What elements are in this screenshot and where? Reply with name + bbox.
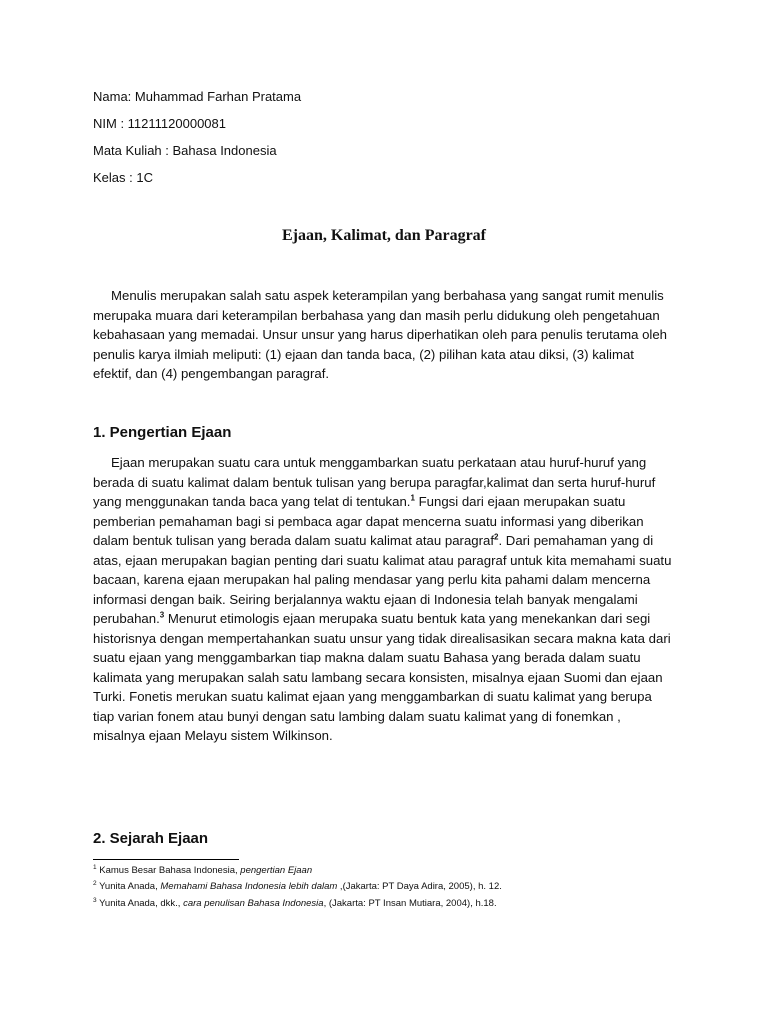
footnote-2-number: 2 bbox=[93, 879, 97, 887]
class-line: Kelas : 1C bbox=[93, 170, 153, 185]
section-1-text-part-1: Ejaan merupakan suatu cara untuk menggambarkan suatu perkataan atau huruf-huruf yang berada di suatu kalimat dalam bentuk tulisan yang berupa paragfar,kalimat dan serta huruf-huruf yang menggunakan tanda baca yang telat di tentukan. bbox=[93, 455, 656, 509]
footnote-1-text: Kamus Besar Bahasa Indonesia, bbox=[99, 865, 241, 876]
footnote-2-rest: ,(Jakarta: PT Daya Adira, 2005), h. 12. bbox=[337, 881, 502, 892]
footnote-2 bbox=[93, 881, 502, 893]
footnote-3-text: Yunita Anada, dkk., bbox=[99, 898, 184, 909]
section-1-text-part-4: Menurut etimologis ejaan merupaka suatu bentuk kata yang menekankan dari segi historisnya dengan mempertahankan suatu unsur yang tidak direalisasikan secara makna kata dari suatu ejaan yang menggambarkan tiap makna dalam suatu Bahasa yang berada dalam suatu kalimata yang merupakan salah satu lambang secara konsisten, misalnya ejaan Suomi dan ejaan Turki. Fonetis merukan suatu kalimat ejaan yang menggambarkan di suatu kalimat yang berupa tiap varian fonem atau bunyi dengan satu lambing dalam suatu kalimat yang di fonemkan , misalnya ejaan Melayu sistem Wilkinson. bbox=[93, 611, 671, 743]
footnote-3-number: 3 bbox=[93, 896, 97, 904]
section-2-heading: 2. Sejarah Ejaan bbox=[93, 830, 209, 847]
section-1-text-part-3: . Dari pemahaman yang di atas, ejaan merupakan bagian penting dari suatu kalimat atau paragraf untuk kita memahami suatu bacaan, karena ejaan merupakan hal paling mendasar yang perlu kita pahami dalam mencerna informasi dengan baik. Seiring berjalannya waktu ejaan di Indonesia telah banyak mengalami perubahan. bbox=[93, 533, 672, 626]
footnote-ref-3[interactable]: 3 bbox=[159, 610, 165, 620]
course-line: Mata Kuliah : Bahasa Indonesia bbox=[93, 143, 277, 158]
footnote-1-italic: pengertian Ejaan bbox=[240, 865, 313, 876]
section-1-text-part-2: Fungsi dari ejaan merupakan suatu pemberian pemahaman bagi si pembaca agar dapat mencerna suatu informasi yang diberikan dalam bentuk tulisan yang berada dalam suatu kalimat atau paragraf bbox=[93, 494, 644, 548]
footnote-3-rest: , (Jakarta: PT Insan Mutiara, 2004), h.18. bbox=[323, 898, 497, 909]
footnote-separator bbox=[93, 859, 239, 860]
document-title: Ejaan, Kalimat, dan Paragraf bbox=[282, 227, 486, 244]
footnote-1-number: 1 bbox=[93, 863, 97, 871]
intro-paragraph bbox=[93, 286, 673, 384]
section-1-heading: 1. Pengertian Ejaan bbox=[93, 424, 232, 441]
footnote-2-text: Yunita Anada, bbox=[99, 881, 161, 892]
footnote-ref-1[interactable]: 1 bbox=[410, 493, 415, 503]
intro-text: Menulis merupakan salah satu aspek keterampilan yang berbahasa yang sangat rumit menulis merupaka muara dari keterampilan berbahasa yang dan masih perlu didukung oleh pengetahuan kebahasaan yang memadai. Unsur unsur yang harus diperhatikan oleh para penulis terutama oleh penulis karya ilmiah meliputi: (1) ejaan dan tanda baca, (2) pilihan kata atau diksi, (3) kalimat efektif, dan (4) pengembangan paragraf. bbox=[93, 288, 668, 381]
footnote-2-italic: Memahami Bahasa Indonesia lebih dalam bbox=[160, 881, 338, 892]
footnote-3-italic: cara penulisan Bahasa Indonesia bbox=[183, 898, 324, 909]
footnote-ref-2[interactable]: 2 bbox=[494, 532, 499, 542]
footnote-3 bbox=[93, 898, 497, 910]
student-nim-line: NIM : 11211120000081 bbox=[93, 116, 226, 131]
footnote-1 bbox=[93, 865, 312, 877]
student-name-line: Nama: Muhammad Farhan Pratama bbox=[93, 89, 302, 104]
section-1-paragraph bbox=[93, 453, 673, 746]
